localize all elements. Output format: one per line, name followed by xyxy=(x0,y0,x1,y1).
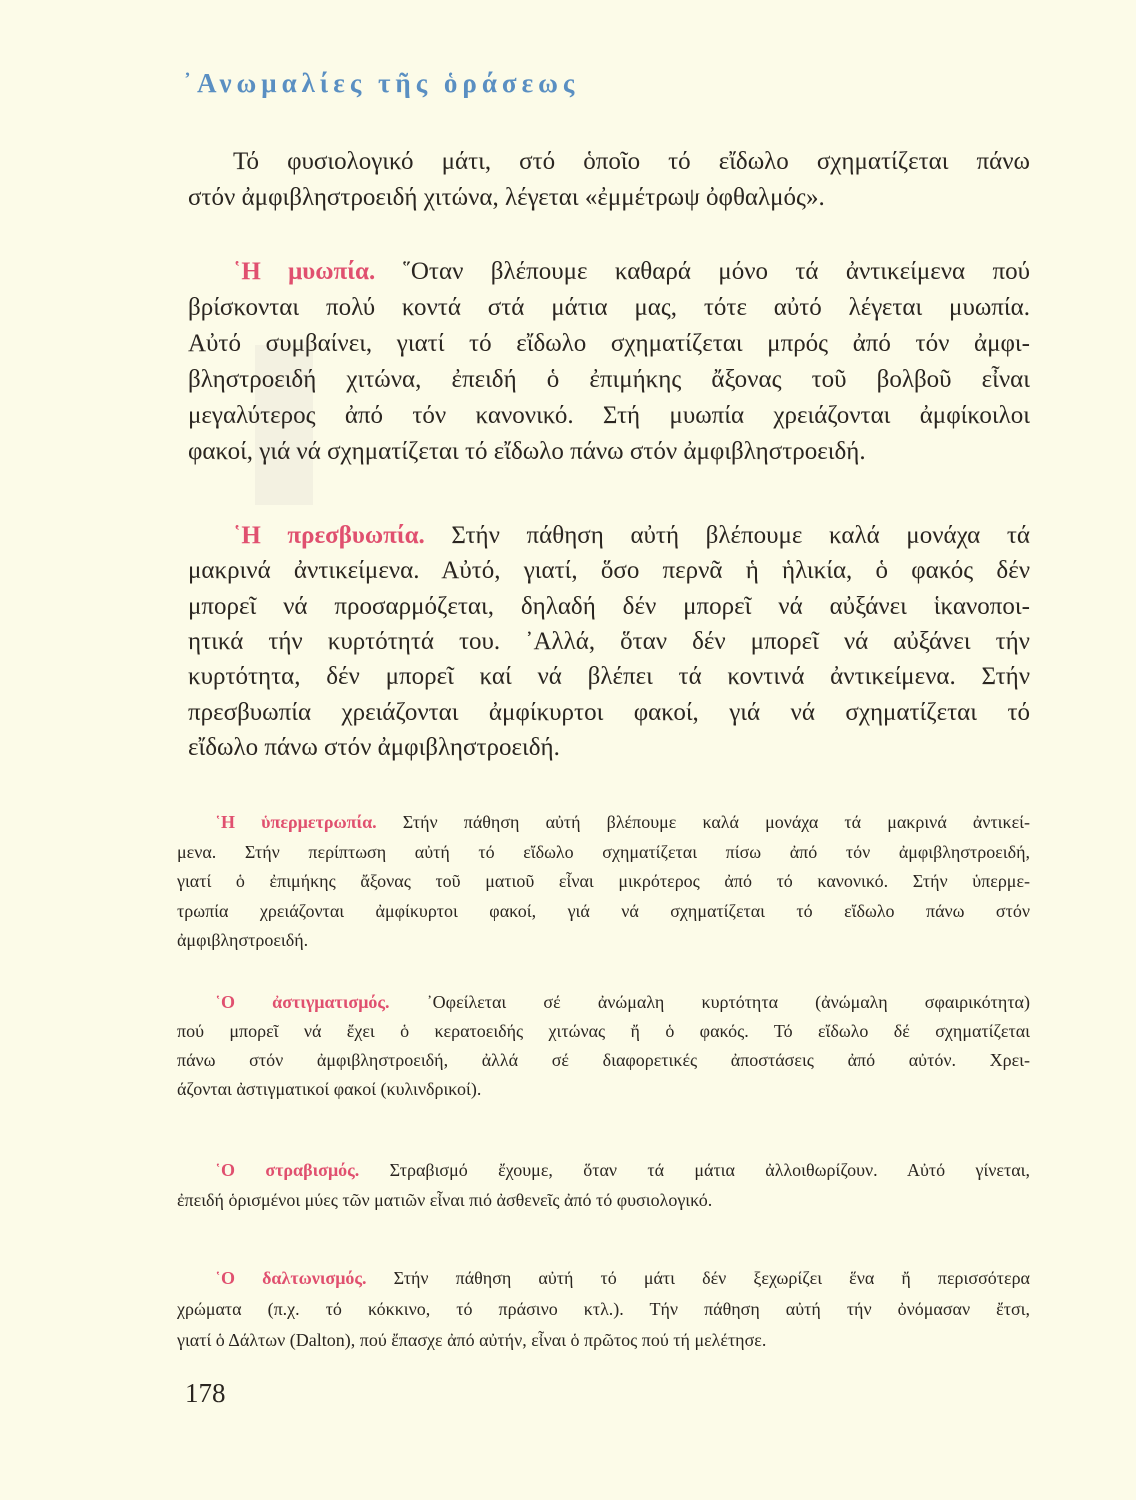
line-text: μενα. Στήν περίπτωση αὐτή τό εἴδωλο σχηματίζεται πίσω ἀπό τόν ἀμφιβληστροειδή, xyxy=(177,841,1030,862)
line-text: άζονται ἀστιγματικοί φακοί (κυλινδρικοί). xyxy=(177,1079,482,1099)
paragraph-daltonism-line xyxy=(177,1329,1030,1351)
line-text: πού μπορεῖ νά ἔχει ὁ κερατοειδής χιτώνας ἤ ὁ φακός. Τό εἴδωλο δέ σχηματίζεται xyxy=(177,1021,1030,1041)
line-text: Αὐτό συμβαίνει, γιατί τό εἴδωλο σχηματίζεται μπρός ἀπό τόν ἀμφι- xyxy=(188,330,1030,357)
line-text: Στήν πάθηση αὐτή τό μάτι δέν ξεχωρίζει ἕνα ἤ περισσότερα xyxy=(366,1268,1030,1288)
paragraph-presbyopia-line xyxy=(188,556,1030,586)
term-heading-myopia: ῾Η μυωπία. xyxy=(233,258,376,285)
line-text: πάνω στόν ἀμφιβληστροειδή, ἀλλά σέ διαφορετικές ἀποστάσεις ἀπό αὐτόν. Χρει- xyxy=(177,1050,1030,1070)
line-text: γιατί ὁ Δάλτων (Dalton), πού ἔπασχε ἀπό αὐτήν, εἶναι ὁ πρῶτος πού τή μελέτησε. xyxy=(177,1330,767,1350)
paragraph-presbyopia-line xyxy=(233,521,1030,551)
paragraph-astigmatism-line xyxy=(177,1020,1030,1042)
line-text: Στραβισμό ἔχουμε, ὅταν τά μάτια ἀλλοιθωρίζουν. Αὐτό γίνεται, xyxy=(359,1160,1030,1180)
term-heading-presbyopia: ῾Η πρεσβυωπία. xyxy=(233,522,425,549)
paragraph-astigmatism-line xyxy=(177,1049,1030,1071)
paragraph-hypermetropia-line xyxy=(177,900,1030,922)
paragraph-daltonism-line xyxy=(177,1298,1030,1320)
line-text: πρεσβυωπία χρειάζονται ἀμφίκυρτοι φακοί, γιά νά σχηματίζεται τό xyxy=(188,698,1030,726)
term-heading-hypermetropia: ῾Η ὑπερμετρωπία. xyxy=(215,812,377,832)
line-text: στόν ἀμφιβληστροειδή χιτώνα, λέγεται «ἐμμέτρωψ ὀφθαλμός». xyxy=(188,184,825,211)
paragraph-hypermetropia-line xyxy=(177,841,1030,863)
paragraph-astigmatism-line xyxy=(177,1078,1030,1100)
line-text: μπορεῖ νά προσαρμόζεται, δηλαδή δέν μπορεῖ νά αὐξάνει ἱκανοποι- xyxy=(188,592,1030,620)
line-text: χρώματα (π.χ. τό κόκκινο, τό πράσινο κτλ.). Τήν πάθηση αὐτή τήν ὀνόμασαν ἔτσι, xyxy=(177,1299,1030,1319)
term-heading-strabismus: ῾Ο στραβισμός. xyxy=(215,1160,360,1180)
section-title: ᾿Ανωμαλίες τῆς ὁράσεως xyxy=(183,68,580,98)
paragraph-astigmatism-line xyxy=(215,991,1030,1013)
term-heading-astigmatism: ῾Ο ἀστιγματισμός. xyxy=(215,992,390,1012)
paragraph-presbyopia-line xyxy=(188,662,1030,692)
line-text: Τό φυσιολογικό μάτι, στό ὁποῖο τό εἴδωλο σχηματίζεται πάνω xyxy=(233,148,1030,175)
paragraph-presbyopia-line xyxy=(188,698,1030,728)
paragraph-emmetropia-line xyxy=(233,147,1030,177)
paragraph-myopia-line xyxy=(188,293,1030,323)
line-text: ᾿Οφείλεται σέ ἀνώμαλη κυρτότητα (ἀνώμαλη σφαιρικότητα) xyxy=(389,992,1030,1012)
term-heading-daltonism: ῾Ο δαλτωνισμός. xyxy=(215,1268,367,1288)
paragraph-myopia-line xyxy=(188,437,1030,467)
paragraph-myopia-line xyxy=(233,257,1030,287)
paragraph-myopia-line xyxy=(188,401,1030,431)
paragraph-presbyopia-line xyxy=(188,733,1030,763)
line-text: εἴδωλο πάνω στόν ἀμφιβληστροειδή. xyxy=(188,733,560,761)
paragraph-daltonism-line xyxy=(215,1267,1030,1289)
paragraph-hypermetropia-line xyxy=(177,929,1030,951)
line-text: τρωπία χρειάζονται ἀμφίκυρτοι φακοί, γιά νά σχηματίζεται τό εἴδωλο πάνω στόν xyxy=(177,900,1030,921)
paragraph-emmetropia-line xyxy=(188,183,1030,213)
line-text: βληστροειδή χιτώνα, ἐπειδή ὁ ἐπιμήκης ἄξονας τοῦ βολβοῦ εἶναι xyxy=(188,366,1030,393)
paragraph-myopia-line xyxy=(188,365,1030,395)
line-text: βρίσκονται πολύ κοντά στά μάτια μας, τότε αὐτό λέγεται μυωπία. xyxy=(188,294,1030,321)
line-text: γιατί ὁ ἐπιμήκης ἄξονας τοῦ ματιοῦ εἶναι μικρότερος ἀπό τό κανονικό. Στήν ὑπερμε- xyxy=(177,871,1030,891)
paragraph-presbyopia-line xyxy=(188,627,1030,657)
paragraph-strabismus-line xyxy=(177,1189,1030,1211)
line-text: ῞Οταν βλέπουμε καθαρά μόνο τά ἀντικείμενα πού xyxy=(375,258,1031,285)
line-text: Στήν πάθηση αὐτή βλέπουμε καλά μονάχα τά xyxy=(424,522,1030,549)
paragraph-myopia-line xyxy=(188,329,1030,359)
line-text: κυρτότητα, δέν μπορεῖ καί νά βλέπει τά κοντινά ἀντικείμενα. Στήν xyxy=(188,663,1030,691)
line-text: μακρινά ἀντικείμενα. Αὐτό, γιατί, ὅσο περνᾶ ἡ ἡλικία, ὁ φακός δέν xyxy=(188,557,1030,585)
paragraph-hypermetropia-line xyxy=(177,870,1030,892)
line-text: ητικά τήν κυρτότητά του. ᾿Αλλά, ὅταν δέν μπορεῖ νά αὐξάνει τήν xyxy=(188,627,1030,655)
paragraph-hypermetropia-line xyxy=(215,811,1030,833)
paragraph-strabismus-line xyxy=(215,1159,1030,1181)
line-text: ἐπειδή ὁρισμένοι μύες τῶν ματιῶν εἶναι πιό ἀσθενεῖς ἀπό τό φυσιολογικό. xyxy=(177,1190,713,1210)
line-text: Στήν πάθηση αὐτή βλέπουμε καλά μονάχα τά μακρινά ἀντικεί- xyxy=(376,812,1030,832)
paragraph-presbyopia-line xyxy=(188,592,1030,622)
line-text: φακοί, γιά νά σχηματίζεται τό εἴδωλο πάνω στόν ἀμφιβληστροειδή. xyxy=(188,438,866,465)
line-text: ἀμφιβληστροειδή. xyxy=(177,930,309,950)
line-text: μεγαλύτερος ἀπό τόν κανονικό. Στή μυωπία χρειάζονται ἀμφίκοιλοι xyxy=(188,402,1030,429)
page-number: 178 xyxy=(185,1378,226,1408)
